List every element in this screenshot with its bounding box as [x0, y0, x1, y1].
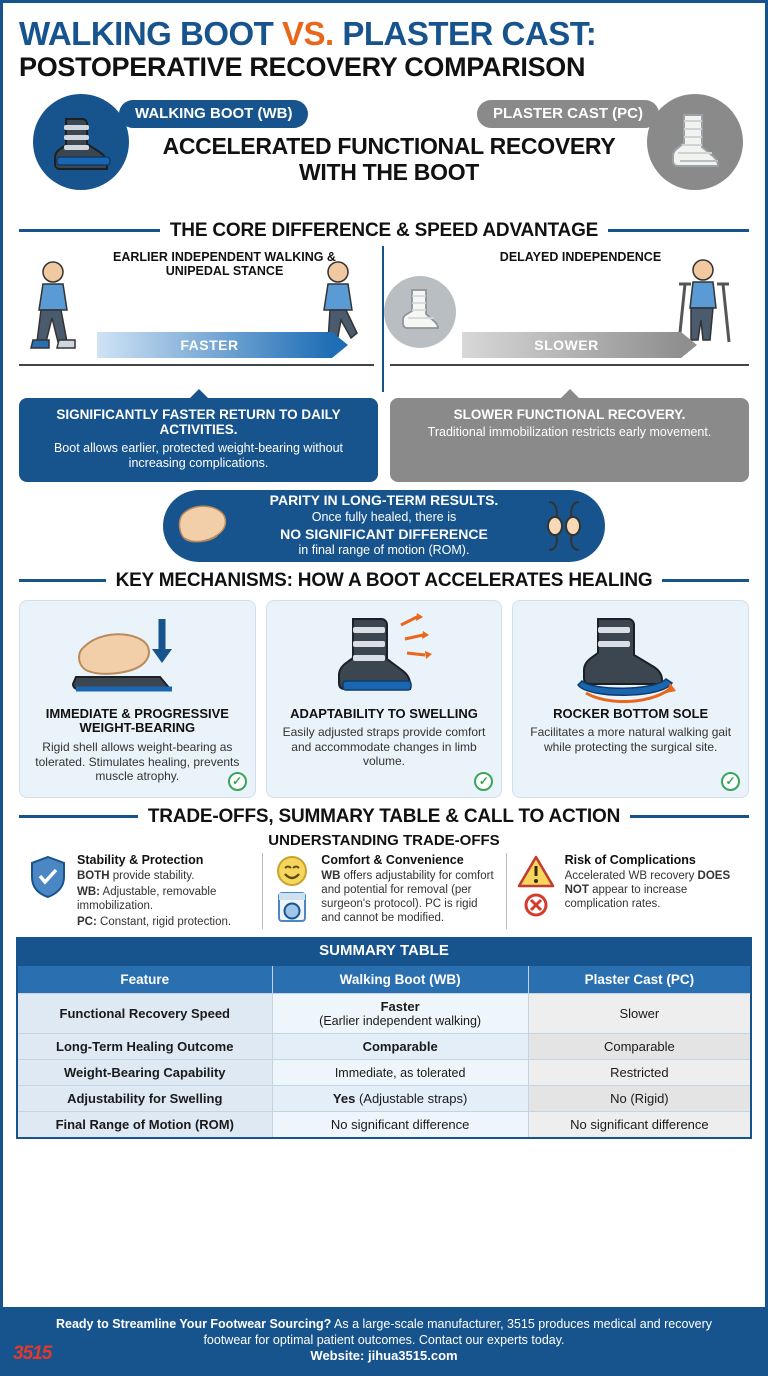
table-row	[17, 1060, 751, 1086]
badge-walking-boot: WALKING BOOT (WB)	[119, 100, 308, 128]
rule-right-2	[662, 579, 749, 582]
tradeoff-title-3: Risk of Complications	[564, 852, 696, 867]
t1-l2-rest: Adjustable, removable immobilization.	[77, 886, 217, 913]
foot-icon	[167, 490, 239, 562]
core-label-pc: DELAYED INDEPENDENCE	[499, 249, 662, 264]
table-row	[17, 994, 751, 1034]
knee-joint-icon	[529, 490, 601, 562]
tradeoff-comfort	[262, 853, 505, 929]
person-walking-icon	[23, 260, 87, 360]
section-header-core	[3, 220, 765, 242]
arrow-faster	[97, 332, 348, 358]
cell-wb	[272, 994, 528, 1034]
th-pc: Plaster Cast (PC)	[528, 965, 751, 994]
tradeoff-stability	[19, 853, 262, 929]
cell-wb-strong: Faster	[380, 999, 420, 1015]
check-icon: ✓	[228, 772, 247, 791]
cell-wb	[272, 1060, 528, 1086]
parity-line3: NO SIGNIFICANT DIFFERENCE	[280, 525, 488, 542]
t1-l2-strong: WB:	[77, 886, 100, 899]
cell-wb	[272, 1112, 528, 1139]
mechanism-cards	[3, 596, 765, 798]
table-row	[17, 1112, 751, 1139]
arrow-slower-tip	[681, 332, 697, 358]
cell-feature: Functional Recovery Speed	[17, 994, 272, 1034]
cell-pc: No significant difference	[528, 1112, 751, 1139]
cell-feature: Adjustability for Swelling	[17, 1086, 272, 1112]
core-difference	[3, 246, 765, 392]
t2-l1-rest: offers adjustability for comfort and potential for removal (per surgeon's protocol). PC is rigid and cannot be modified.	[321, 870, 494, 925]
tradeoff-line-3a	[565, 869, 741, 911]
rule-left-3	[19, 815, 138, 818]
cell-feature: Long-Term Healing Outcome	[17, 1034, 272, 1060]
walking-boot-icon	[33, 94, 129, 190]
weight-bearing-icon	[62, 609, 212, 705]
check-icon: ✓	[474, 772, 493, 791]
tradeoff-line-1c	[77, 915, 254, 929]
tradeoff-line-1a	[77, 869, 254, 883]
arrow-slower-label: SLOWER	[462, 332, 681, 358]
title-line-2: POSTOPERATIVE RECOVERY COMPARISON	[19, 51, 586, 82]
cell-wb-sub: Immediate, as tolerated	[334, 1065, 466, 1080]
card-body-3: Facilitates a more natural walking gait while protecting the surgical site.	[530, 725, 732, 754]
section-title-mechanisms: KEY MECHANISMS: HOW A BOOT ACCELERATES HEALING	[115, 569, 653, 591]
cell-wb-sub: No significant difference	[330, 1117, 470, 1133]
smiley-icon	[276, 855, 308, 887]
cell-wb-strong: Comparable	[362, 1039, 438, 1055]
callout-pc-body: Traditional immobilization restricts early movement.	[427, 425, 712, 440]
cell-wb	[272, 1086, 528, 1112]
adaptable-boot-icon	[309, 609, 459, 705]
brand-logo: 3515	[13, 1343, 52, 1364]
card-rocker-sole	[512, 600, 749, 798]
title-part-b: PLASTER CAST:	[333, 15, 597, 52]
arrow-faster-tip	[332, 332, 348, 358]
callout-wb	[19, 398, 378, 482]
cell-wb-sub: (Earlier independent walking)	[319, 1014, 482, 1029]
t3-l2-rest: appear to increase complication rates.	[564, 884, 688, 911]
parity-banner	[163, 490, 605, 562]
parity-line4: in final range of motion (ROM).	[298, 543, 470, 558]
cell-pc: No (Rigid)	[528, 1086, 751, 1112]
table-row	[17, 1086, 751, 1112]
cell-pc: Comparable	[528, 1034, 751, 1060]
card-adaptability	[266, 600, 503, 798]
table-row	[17, 1034, 751, 1060]
summary-table	[16, 937, 752, 1139]
arrow-slower	[462, 332, 697, 358]
cell-feature: Weight-Bearing Capability	[17, 1060, 272, 1086]
summary-table-caption: SUMMARY TABLE	[16, 937, 752, 964]
title-line-1	[19, 17, 749, 51]
parity-line2: Once fully healed, there is	[311, 509, 457, 524]
tradeoff-title-2: Comfort & Convenience	[321, 852, 464, 867]
tradeoff-risk	[506, 853, 749, 929]
tradeoff-line-2a	[321, 869, 497, 925]
core-col-pc	[384, 246, 749, 392]
cell-wb	[272, 1034, 528, 1060]
t3-l1-rest: Accelerated WB recovery	[564, 870, 698, 882]
footer-text	[47, 1316, 721, 1365]
rule-right-3	[630, 815, 749, 818]
callout-row	[3, 392, 765, 482]
page-title	[3, 3, 765, 84]
cast-foot-icon	[384, 276, 456, 348]
cell-feature: Final Range of Motion (ROM)	[17, 1112, 272, 1139]
t1-l3-rest: Constant, rigid protection.	[96, 916, 232, 929]
prohibited-icon	[524, 893, 548, 917]
shield-icon	[27, 853, 69, 929]
cell-pc: Slower	[528, 994, 751, 1034]
check-icon: ✓	[721, 772, 740, 791]
rule-left	[19, 229, 160, 232]
hero-section	[3, 90, 765, 212]
cell-pc: Restricted	[528, 1060, 751, 1086]
section-header-tradeoffs	[3, 806, 765, 828]
callout-wb-body: Boot allows earlier, protected weight-bearing without increasing complications.	[53, 441, 344, 471]
footer-cta	[3, 1307, 765, 1373]
summary-table-head	[17, 965, 751, 994]
t2-l1-strong: WB	[321, 870, 341, 882]
th-feature: Feature	[17, 965, 272, 994]
plaster-cast-icon	[647, 94, 743, 190]
tradeoffs-row	[3, 849, 765, 929]
tradeoff-stability-text	[77, 853, 254, 929]
summary-table-body	[17, 994, 751, 1139]
rule-left-2	[19, 579, 106, 582]
th-wb: Walking Boot (WB)	[272, 965, 528, 994]
ground-line-right	[390, 364, 749, 366]
cell-wb-sub: (Adjustable straps)	[358, 1091, 468, 1107]
card-body-2: Easily adjusted straps provide comfort and accommodate changes in limb volume.	[282, 725, 486, 769]
title-vs: VS.	[281, 15, 334, 52]
rule-right	[608, 229, 749, 232]
tradeoff-comfort-text	[321, 853, 497, 929]
section-title-core: THE CORE DIFFERENCE & SPEED ADVANTAGE	[169, 219, 599, 241]
callout-wb-head: SIGNIFICANTLY FASTER RETURN TO DAILY ACTIVITIES.	[56, 406, 341, 438]
parity-text	[192, 492, 577, 559]
tradeoffs-heading: UNDERSTANDING TRADE-OFFS	[268, 831, 500, 849]
footer-website[interactable]: Website: jihua3515.com	[310, 1347, 458, 1363]
warning-triangle-icon	[517, 855, 555, 889]
t3-l2-strong: DOES NOT	[564, 870, 731, 897]
table-header-row	[17, 965, 751, 994]
risk-icons	[515, 853, 557, 929]
core-label-wb: EARLIER INDEPENDENT WALKING & UNIPEDAL STANCE	[113, 249, 336, 279]
card-weight-bearing	[19, 600, 256, 798]
core-col-wb	[19, 246, 384, 392]
t1-l1-strong: BOTH	[77, 870, 110, 882]
section-title-tradeoffs: TRADE-OFFS, SUMMARY TABLE & CALL TO ACTION	[147, 805, 621, 827]
callout-pc-head: SLOWER FUNCTIONAL RECOVERY.	[453, 406, 686, 422]
card-title-2: ADAPTABILITY TO SWELLING	[290, 705, 478, 721]
footer-cta-rest: As a large-scale manufacturer, 3515 produces medical and recovery footwear for optimal patient outcomes. Contact our experts today.	[203, 1316, 713, 1347]
washing-machine-icon	[277, 891, 307, 923]
badge-plaster-cast: PLASTER CAST (PC)	[477, 100, 659, 128]
section-header-mechanisms	[3, 570, 765, 592]
title-part-a: WALKING BOOT	[19, 15, 282, 52]
t1-l3-strong: PC:	[77, 916, 97, 929]
arrow-faster-label: FASTER	[97, 332, 332, 358]
parity-head: PARITY IN LONG-TERM RESULTS.	[269, 492, 499, 509]
comfort-icons	[271, 853, 313, 929]
tradeoff-risk-text	[565, 853, 741, 929]
tradeoff-title-1: Stability & Protection	[77, 852, 204, 867]
rocker-sole-icon	[556, 609, 706, 705]
card-title-1: IMMEDIATE & PROGRESSIVE WEIGHT-BEARING	[45, 705, 229, 736]
footer-cta-bold: Ready to Streamline Your Footwear Sourcing?	[55, 1316, 332, 1331]
card-title-3: ROCKER BOTTOM SOLE	[553, 705, 709, 721]
ground-line-left	[19, 364, 374, 366]
card-body-1: Rigid shell allows weight-bearing as tolerated. Stimulates healing, prevents muscle atrophy.	[35, 740, 240, 784]
t1-l1-rest: provide stability.	[109, 870, 195, 882]
hero-headline: ACCELERATED FUNCTIONAL RECOVERY WITH THE BOOT	[162, 132, 616, 185]
callout-pc	[390, 398, 749, 482]
tradeoff-line-1b	[77, 885, 254, 913]
cell-wb-strong: Yes	[332, 1091, 356, 1107]
